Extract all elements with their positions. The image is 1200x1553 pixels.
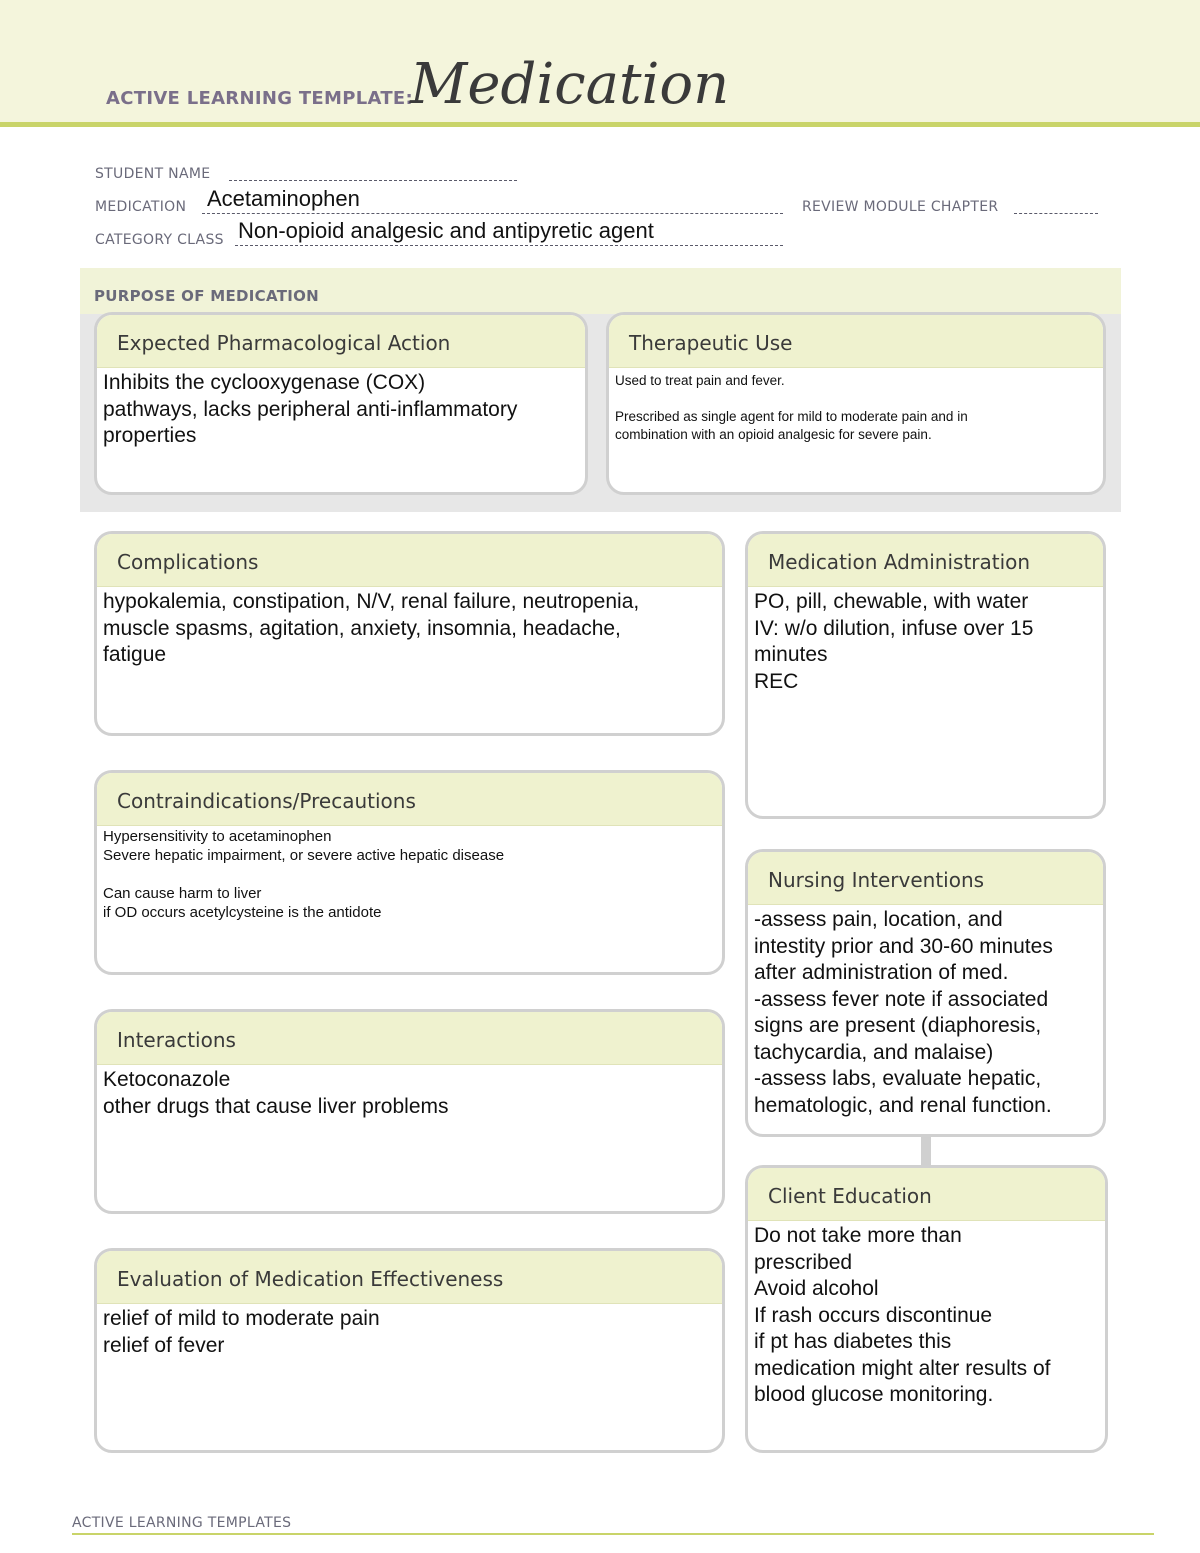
student-name-field[interactable] (229, 180, 517, 181)
interactions-header (97, 1012, 722, 1065)
evaluation-box (94, 1248, 725, 1453)
nursing-interventions-text[interactable] (748, 905, 1103, 1119)
therapeutic-use-header (609, 315, 1103, 368)
text-line: other drugs that cause liver problems (103, 1094, 449, 1118)
category-class-label: CATEGORY CLASS (95, 232, 224, 248)
text-line: Hypersensitivity to acetaminophen (103, 828, 332, 845)
text-line: hypokalemia, constipation, N/V, renal failure, neutropenia, (103, 590, 640, 613)
text-line (103, 865, 716, 884)
review-module-label: REVIEW MODULE CHAPTER (802, 199, 999, 215)
text-line: if pt has diabetes this (754, 1330, 952, 1353)
text-line: Do not take more than (754, 1224, 962, 1247)
interactions-title: Interactions (117, 1028, 236, 1052)
text-line: if OD occurs acetylcysteine is the antidote (103, 904, 382, 921)
therapeutic-use-title: Therapeutic Use (629, 331, 793, 355)
contraindications-text[interactable] (97, 826, 722, 922)
therapeutic-use-text[interactable] (609, 368, 1103, 444)
text-line: relief of mild to moderate pain (103, 1307, 380, 1330)
text-line: Inhibits the cyclooxygenase (COX) (103, 371, 426, 394)
page-title: Medication (410, 52, 730, 117)
text-line: Prescribed as single agent for mild to moderate pain and in (615, 409, 968, 424)
text-line: relief of fever (103, 1333, 225, 1357)
medication-field[interactable] (202, 213, 783, 214)
text-line: combination with an opioid analgesic for severe pain. (615, 427, 932, 442)
complications-title: Complications (117, 550, 259, 574)
administration-header (748, 534, 1103, 587)
contraindications-title: Contraindications/Precautions (117, 789, 416, 813)
text-line: Severe hepatic impairment, or severe active hepatic disease (103, 847, 505, 864)
client-education-title: Client Education (768, 1184, 932, 1208)
contraindications-box (94, 770, 725, 975)
text-line: PO, pill, chewable, with water (754, 590, 1029, 613)
text-line: prescribed (754, 1250, 853, 1274)
text-line: Avoid alcohol (754, 1277, 879, 1300)
text-line: Can cause harm to liver (103, 885, 262, 902)
text-line: hematologic, and renal function. (754, 1093, 1052, 1117)
text-line: pathways, lacks peripheral anti-inflammatory (103, 397, 518, 421)
text-line: IV: w/o dilution, infuse over 15 (754, 616, 1034, 640)
text-line: signs are present (diaphoresis, (754, 1014, 1042, 1037)
therapeutic-use-box (606, 312, 1106, 495)
purpose-title: PURPOSE OF MEDICATION (94, 287, 320, 305)
template-label: ACTIVE LEARNING TEMPLATE: (106, 88, 413, 109)
evaluation-text[interactable] (97, 1304, 722, 1359)
client-education-text[interactable] (748, 1221, 1105, 1409)
expected-action-box (94, 312, 588, 495)
evaluation-header (97, 1251, 722, 1304)
complications-text[interactable] (97, 587, 722, 669)
complications-header (97, 534, 722, 587)
text-line: properties (103, 424, 197, 447)
text-line: Used to treat pain and fever. (615, 373, 785, 388)
administration-text[interactable] (748, 587, 1103, 695)
administration-box (745, 531, 1106, 819)
expected-action-header (97, 315, 585, 368)
medication-value: Acetaminophen (207, 186, 360, 211)
expected-action-title: Expected Pharmacological Action (117, 331, 451, 355)
review-module-field[interactable] (1014, 213, 1098, 214)
text-line (615, 390, 1097, 408)
text-line: minutes (754, 643, 828, 666)
text-line: fatigue (103, 643, 167, 666)
text-line: REC (754, 669, 799, 693)
header-divider (0, 122, 1200, 127)
text-line: muscle spasms, agitation, anxiety, insomnia, headache, (103, 616, 621, 640)
text-line: -assess labs, evaluate hepatic, (754, 1067, 1042, 1090)
administration-title: Medication Administration (768, 550, 1031, 574)
interactions-text[interactable] (97, 1065, 722, 1120)
complications-box (94, 531, 725, 736)
text-line: -assess fever note if associated (754, 987, 1049, 1011)
interactions-box (94, 1009, 725, 1214)
box-connector (921, 1135, 931, 1167)
text-line: blood glucose monitoring. (754, 1383, 994, 1406)
text-line: medication might alter results of (754, 1356, 1051, 1380)
nursing-interventions-title: Nursing Interventions (768, 868, 985, 892)
medication-label: MEDICATION (95, 199, 187, 215)
text-line: Ketoconazole (103, 1068, 231, 1091)
text-line: tachycardia, and malaise) (754, 1040, 994, 1064)
evaluation-title: Evaluation of Medication Effectiveness (117, 1267, 504, 1291)
expected-action-text[interactable] (97, 368, 585, 450)
category-class-field[interactable] (235, 245, 783, 246)
footer-divider (72, 1533, 1154, 1535)
contraindications-header (97, 773, 722, 826)
text-line: intestity prior and 30-60 minutes (754, 934, 1053, 958)
student-name-label: STUDENT NAME (95, 166, 211, 182)
text-line: after administration of med. (754, 961, 1009, 984)
client-education-header (748, 1168, 1105, 1221)
client-education-box (745, 1165, 1108, 1453)
text-line: If rash occurs discontinue (754, 1303, 993, 1327)
category-class-value: Non-opioid analgesic and antipyretic agent (238, 218, 654, 243)
footer-label: ACTIVE LEARNING TEMPLATES (72, 1515, 292, 1531)
nursing-interventions-box (745, 849, 1106, 1137)
nursing-interventions-header (748, 852, 1103, 905)
text-line: -assess pain, location, and (754, 908, 1003, 931)
